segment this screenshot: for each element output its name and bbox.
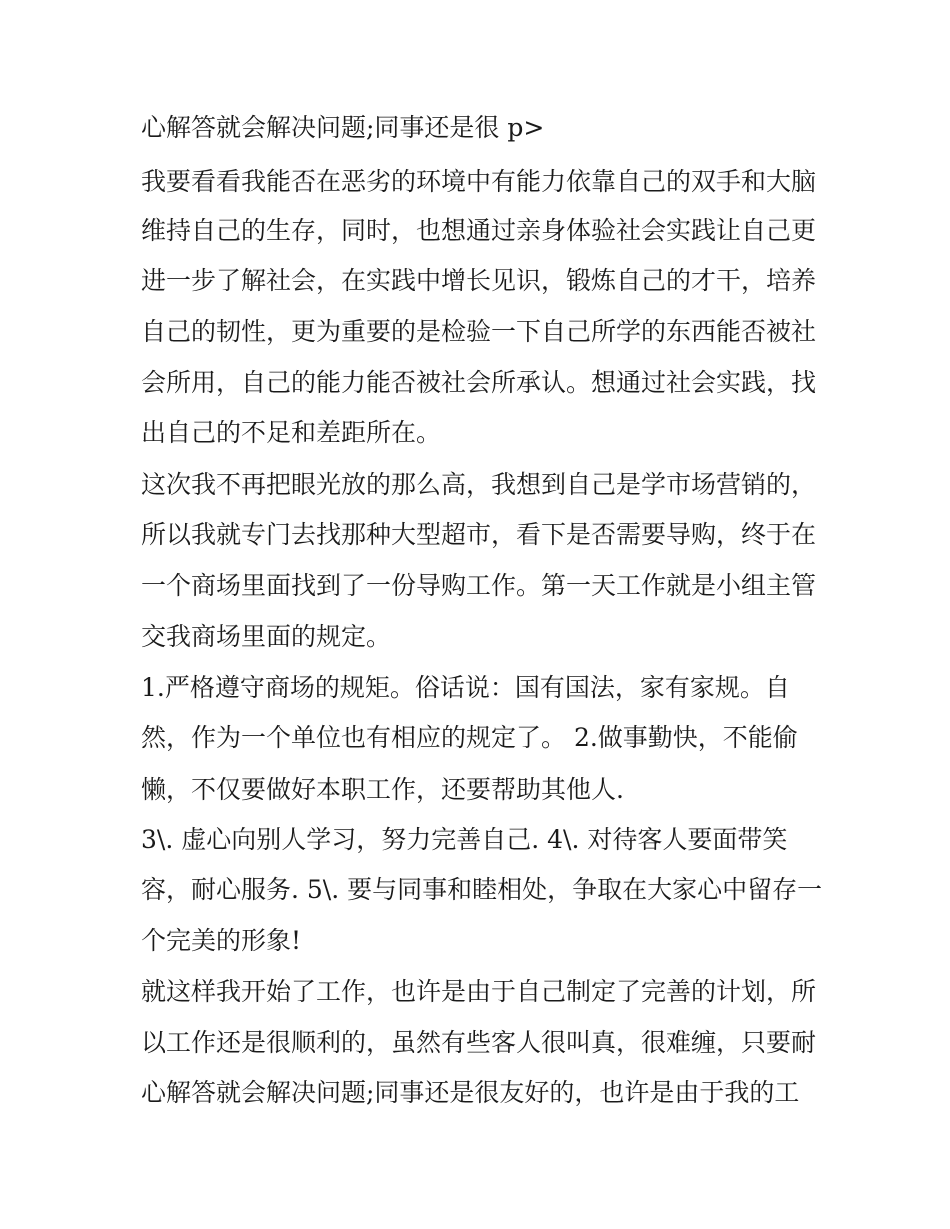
text-line: 3\. 虚心向别人学习，努力完善自己. 4\. 对待客人要面带笑 <box>141 825 788 854</box>
text-line: 然，作为一个单位也有相应的规定了。 2.做事勤快，不能偷 <box>141 723 798 752</box>
text-line: 这次我不再把眼光放的那么高，我想到自己是学市场营销的， <box>141 470 817 499</box>
text-line: 进一步了解社会，在实践中增长见识，锻炼自己的才干，培养 <box>141 266 817 295</box>
text-line: 我要看看我能否在恶劣的环境中有能力依靠自己的双手和大脑 <box>141 167 817 196</box>
text-line: 1.严格遵守商场的规矩。俗话说：国有国法，家有家规。自 <box>141 673 790 702</box>
text-line: 维持自己的生存，同时，也想通过亲身体验社会实践让自己更 <box>141 216 817 245</box>
text-line: 容，耐心服务. 5\. 要与同事和睦相处，争取在大家心中留存一 <box>141 875 823 904</box>
text-line: 所以我就专门去找那种大型超市，看下是否需要导购，终于在 <box>141 520 817 549</box>
text-line: 心解答就会解决问题;同事还是很友好的，也许是由于我的工 <box>141 1078 800 1107</box>
text-line: 就这样我开始了工作，也许是由于自己制定了完善的计划，所 <box>141 977 817 1006</box>
text-line: 自己的韧性，更为重要的是检验一下自己所学的东西能否被社 <box>141 317 817 346</box>
text-line: 以工作还是很顺利的，虽然有些客人很叫真，很难缠，只要耐 <box>141 1028 817 1057</box>
text-line: 心解答就会解决问题;同事还是很 p> <box>141 113 545 142</box>
text-line: 会所用，自己的能力能否被社会所承认。想通过社会实践，找 <box>141 368 817 397</box>
text-line: 一个商场里面找到了一份导购工作。第一天工作就是小组主管 <box>141 571 817 600</box>
text-line: 交我商场里面的规定。 <box>141 622 392 651</box>
text-line: 个完美的形象! <box>141 926 302 955</box>
text-line: 出自己的不足和差距所在。 <box>141 418 442 447</box>
text-line: 懒，不仅要做好本职工作，还要帮助其他人. <box>141 775 624 804</box>
